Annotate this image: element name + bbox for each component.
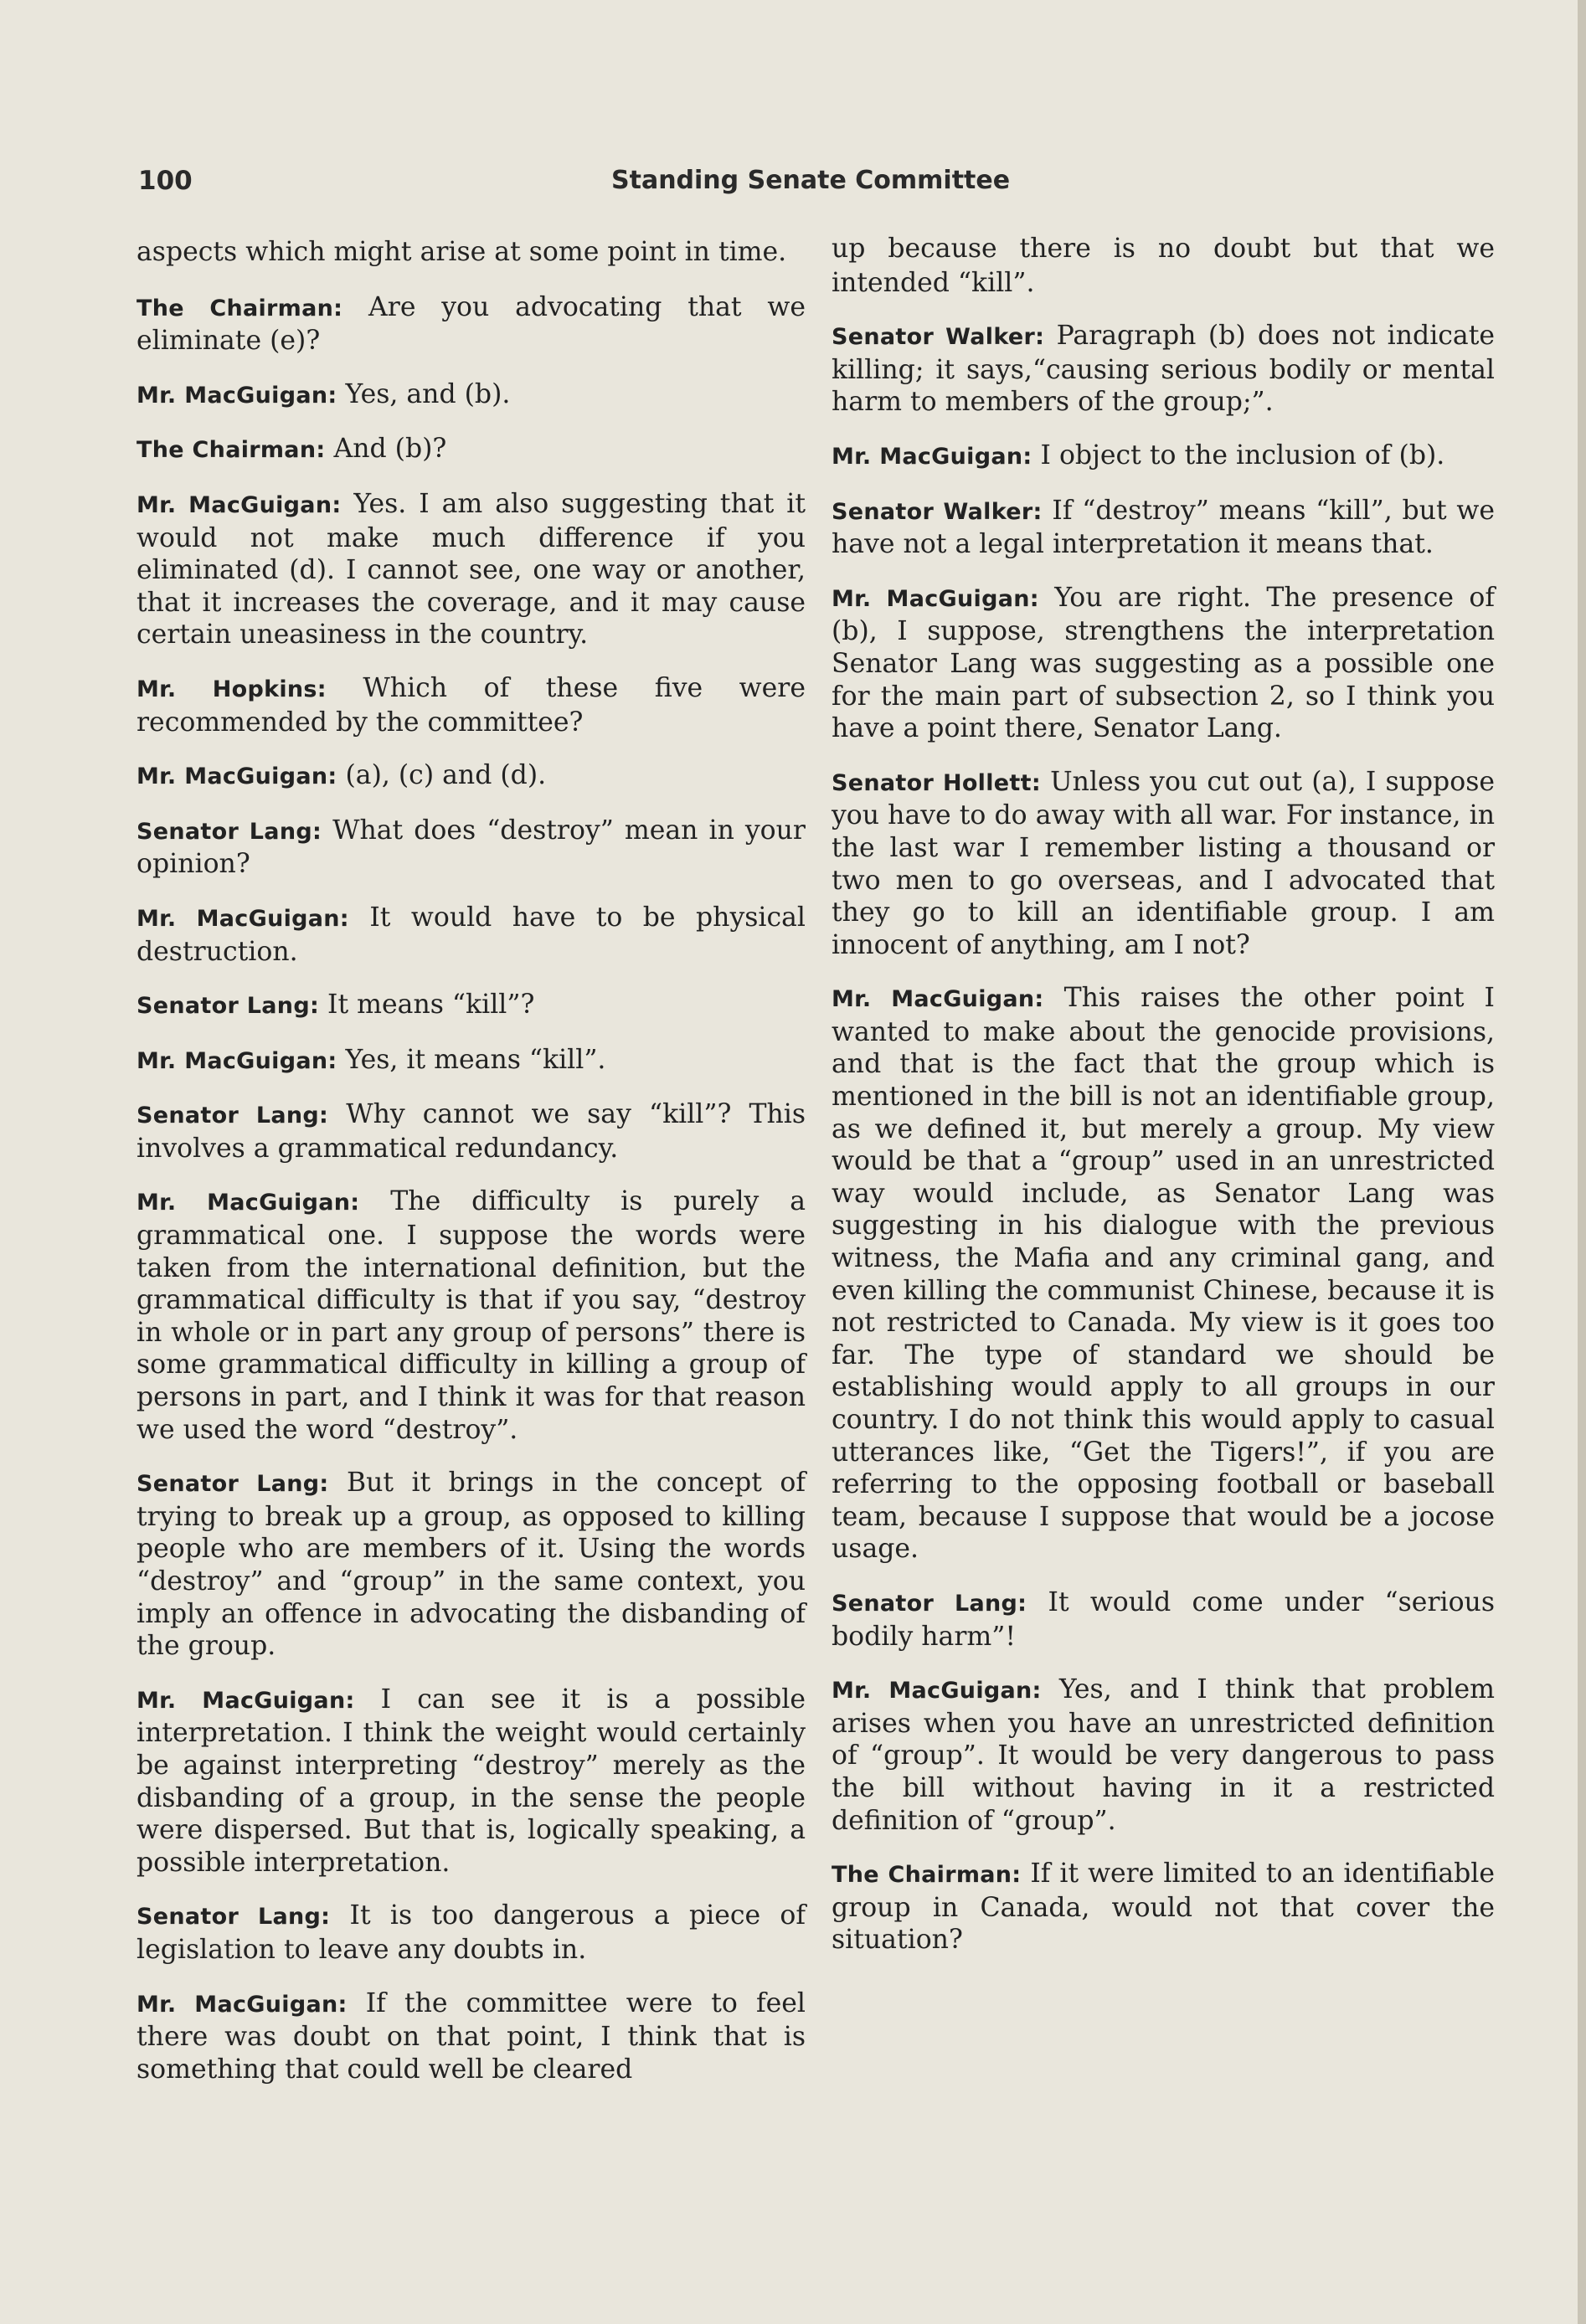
speaker-label: Senator Lang: (136, 1103, 329, 1129)
speech-text: This raises the other point I wanted to make about the genocide provisions, and that is the fact that the group which is mentioned in the bill is not an identifiable group, as we defined it, but merely a group. My view would be that a “group” used in an unrestricted way would include, as Senator Lang was suggesting in his dialogue with the previous witness, the Mafia and any criminal gang, and even killing the communist Chinese, because it is not restricted to Canada. My view is it goes too far. The type of standard we should be establishing would apply to all groups in our country. I do not think this would apply to casual utterances like, “Get the Tigers!”, if you are referring to the opposing football or baseball team, because I suppose that would be a jocose usage. (832, 983, 1495, 1565)
speech-text: Yes, and I think that problem arises when you have an unrestricted definition of “group”. It would be very dangerous to pass the bill without having in it a restricted definition of “group”. (832, 1674, 1495, 1836)
page-header (138, 166, 1495, 199)
speaker-label: Senator Lang: (136, 993, 320, 1020)
speech-text: It would come under “serious bodily harm”! (832, 1586, 1495, 1652)
speaker-label: Senator Lang: (136, 1904, 331, 1931)
speech-text: I can see it is a possible interpretation. I think the weight would certainly be against interpreting “destroy” merely as the disbanding of a group, in the sense the people were dispersed. But that is, logically speaking, a possible interpretation. (136, 1684, 806, 1878)
transcript-paragraph (832, 495, 1495, 561)
transcript-paragraph (832, 1858, 1495, 1956)
speaker-label: The Chairman: (136, 295, 343, 321)
speech-text: aspects which might arise at some point in time. (136, 237, 787, 267)
transcript-paragraph (832, 582, 1495, 745)
speech-text: The difficulty is purely a grammatical one. I suppose the words were taken from the international definition, but the grammatical difficulty is that if you say, “destroy in whole or in part any group of persons” there is some grammatical difficulty in killing a group of persons in part, and I think it was for that reason we used the word “destroy”. (136, 1186, 806, 1445)
speaker-label: Senator Lang: (832, 1590, 1027, 1617)
transcript-paragraph (136, 1467, 806, 1663)
speaker-label: Mr. MacGuigan: (136, 382, 337, 409)
speech-text: Yes, and (b). (337, 378, 511, 409)
speech-text: But it brings in the concept of trying to break up a group, as opposed to killing people who are members of it. Using the words “destroy” and “group” in the same context, you imply an offence in advocating the disbanding of the group. (136, 1468, 806, 1662)
transcript-paragraph (136, 1098, 806, 1165)
speech-text: (a), (c) and (d). (337, 760, 547, 791)
speaker-label: Mr. MacGuigan: (832, 986, 1044, 1013)
speaker-label: Mr. MacGuigan: (136, 1991, 348, 2018)
speaker-label: Mr. MacGuigan: (136, 1687, 355, 1714)
speaker-label: Senator Lang: (136, 818, 322, 845)
speech-text: It means “kill”? (319, 990, 535, 1021)
transcript-paragraph (136, 433, 806, 467)
speech-text: Paragraph (b) does not indicate killing; it says,“causing serious bodily or mental harm to members of the group;”. (832, 321, 1495, 418)
speaker-label: Mr. MacGuigan: (832, 1678, 1042, 1704)
speaker-label: Mr. MacGuigan: (832, 585, 1039, 612)
speech-text: If the committee were to feel there was doubt on that point, I think that is something that could well be cleared (136, 1987, 806, 2085)
transcript-paragraph (136, 1185, 806, 1446)
transcript-paragraph (136, 989, 806, 1023)
transcript-paragraph (136, 815, 806, 881)
speaker-label: Senator Walker: (832, 324, 1045, 351)
transcript-paragraph (832, 320, 1495, 419)
transcript-paragraph (136, 1987, 806, 2086)
transcript-paragraph (136, 1684, 806, 1879)
speaker-label: The Chairman: (832, 1862, 1022, 1889)
speech-text: It is too dangerous a piece of legislation to leave any doubts in. (136, 1900, 806, 1965)
speaker-label: Mr. MacGuigan: (136, 905, 349, 932)
transcript-paragraph (832, 440, 1495, 474)
speaker-label: Mr. MacGuigan: (136, 1190, 360, 1216)
speaker-label: Mr. MacGuigan: (136, 491, 342, 518)
speech-text: What does “destroy” mean in your opinion? (136, 815, 806, 880)
speaker-label: Mr. MacGuigan: (136, 1047, 337, 1074)
speech-text: It would have to be physical destruction. (136, 902, 806, 967)
speaker-label: The Chairman: (136, 437, 326, 464)
transcript-paragraph (136, 488, 806, 651)
right-column (832, 233, 1495, 1977)
transcript-paragraph (136, 1044, 806, 1078)
speech-text: Yes, it means “kill”. (337, 1044, 606, 1075)
speaker-label: Senator Hollett: (832, 769, 1041, 796)
speech-text: up because there is no doubt but that we intended “kill”. (832, 234, 1495, 298)
page-number: 100 (138, 166, 193, 196)
transcript-paragraph (832, 1586, 1495, 1653)
transcript-paragraph (136, 236, 806, 270)
speaker-label: Mr. Hopkins: (136, 676, 327, 702)
speech-text: You are right. The presence of (b), I suppose, strengthens the interpretation Senator Lang was suggesting as a possible one for the main part of subsection 2, so I think you have a point there, Senator Lang. (832, 582, 1495, 744)
transcript-paragraph (832, 982, 1495, 1566)
speech-text: If it were limited to an identifiable group in Canada, would not that cover the situation? (832, 1859, 1495, 1956)
page-edge-shadow (1578, 0, 1586, 2324)
left-column (136, 236, 806, 2106)
speech-text: I object to the inclusion of (b). (1032, 440, 1445, 470)
transcript-paragraph (136, 672, 806, 738)
running-head: Standing Senate Committee (611, 166, 1011, 195)
speaker-label: Mr. MacGuigan: (136, 764, 337, 790)
speech-text: Unless you cut out (a), I suppose you have to do away with all war. For instance, in the last war I remember listing a thousand or two men to go overseas, and I advocated that they go to kill an identifiable group. I am innocent of anything, am I not? (832, 766, 1495, 960)
speaker-label: Mr. MacGuigan: (832, 443, 1032, 470)
transcript-paragraph (136, 902, 806, 968)
transcript-paragraph (832, 233, 1495, 299)
transcript-paragraph (136, 759, 806, 794)
transcript-paragraph (832, 766, 1495, 962)
transcript-paragraph (136, 378, 806, 413)
speech-text: Which of these five were recommended by the committee? (136, 672, 806, 738)
speaker-label: Senator Lang: (136, 1471, 329, 1498)
speech-text: Yes. I am also suggesting that it would not make much difference if you eliminated (d). I cannot see, one way or another, that it increases the coverage, and it may cause certain uneasiness in the country. (136, 488, 806, 650)
speaker-label: Senator Walker: (832, 498, 1043, 525)
speech-text: And (b)? (325, 434, 447, 465)
speech-text: Why cannot we say “kill”? This involves a grammatical redundancy. (136, 1099, 806, 1164)
speech-text: If “destroy” means “kill”, but we have not a legal interpretation it means that. (832, 495, 1495, 560)
speech-text: Are you advocating that we eliminate (e)? (136, 291, 806, 357)
transcript-paragraph (136, 291, 806, 357)
transcript-paragraph (832, 1674, 1495, 1837)
transcript-paragraph (136, 1900, 806, 1966)
